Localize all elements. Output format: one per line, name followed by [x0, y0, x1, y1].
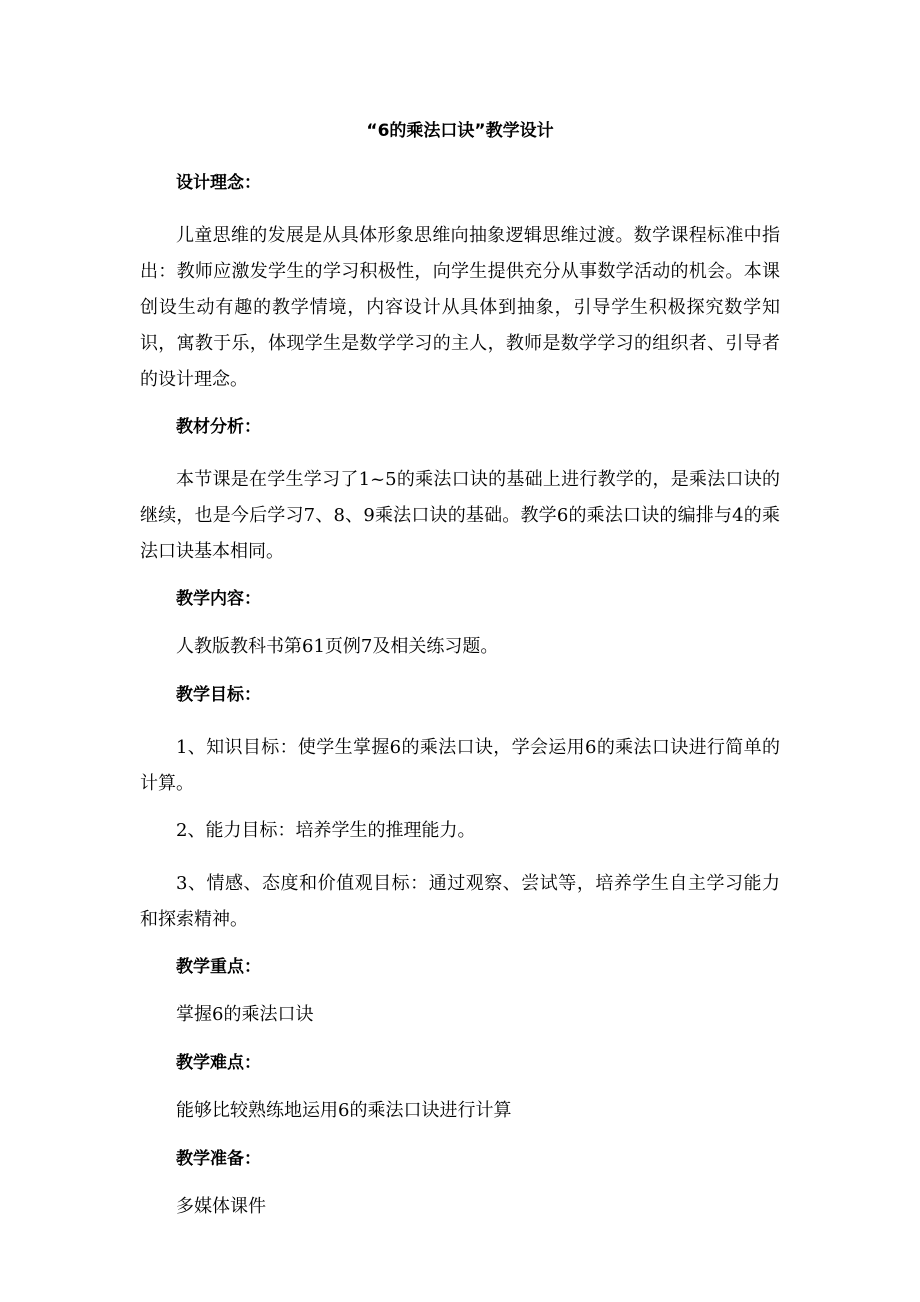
- paragraph-goal-knowledge: 1、知识目标：使学生掌握6的乘法口诀，学会运用6的乘法口诀进行简单的计算。: [140, 737, 780, 794]
- section-heading-teaching-goals: 教学目标：: [176, 685, 261, 705]
- section-heading-preparation: 教学准备：: [176, 1149, 261, 1169]
- paragraph-difficulties: 能够比较熟练地运用6的乘法口诀进行计算: [176, 1100, 512, 1121]
- section-heading-teaching-content: 教学内容：: [176, 589, 261, 609]
- paragraph-material-analysis: 本节课是在学生学习了1~5的乘法口诀的基础上进行教学的，是乘法口诀的继续，也是今后学习7、8、9乘法口诀的基础。教学6的乘法口诀的编排与4的乘法口诀基本相同。: [140, 469, 780, 562]
- section-heading-material-analysis: 教材分析：: [176, 417, 261, 437]
- section-heading-key-points: 教学重点：: [176, 957, 261, 977]
- paragraph-preparation: 多媒体课件: [176, 1196, 266, 1217]
- document-title: “6的乘法口诀”教学设计: [366, 121, 554, 141]
- paragraph-key-points: 掌握6的乘法口诀: [176, 1004, 314, 1025]
- paragraph-design-concept: 儿童思维的发展是从具体形象思维向抽象逻辑思维过渡。数学课程标准中指出：教师应激发学生的学习积极性，向学生提供充分从事数学活动的机会。本课创设生动有趣的教学情境，内容设计从具体到抽象，引导学生积极探究数学知识，寓教于乐，体现学生是数学学习的主人，教师是数学学习的组织者、引导者的设计理念。: [140, 225, 780, 390]
- paragraph-goal-ability: 2、能力目标：培养学生的推理能力。: [176, 820, 476, 841]
- section-heading-design-concept: 设计理念：: [176, 173, 261, 193]
- paragraph-teaching-content: 人教版教科书第61页例7及相关练习题。: [176, 636, 499, 657]
- document-page: [140, 118, 780, 1242]
- section-heading-difficulties: 教学难点：: [176, 1053, 261, 1073]
- paragraph-goal-emotion: 3、情感、态度和价值观目标：通过观察、尝试等，培养学生自主学习能力和探索精神。: [140, 873, 780, 930]
